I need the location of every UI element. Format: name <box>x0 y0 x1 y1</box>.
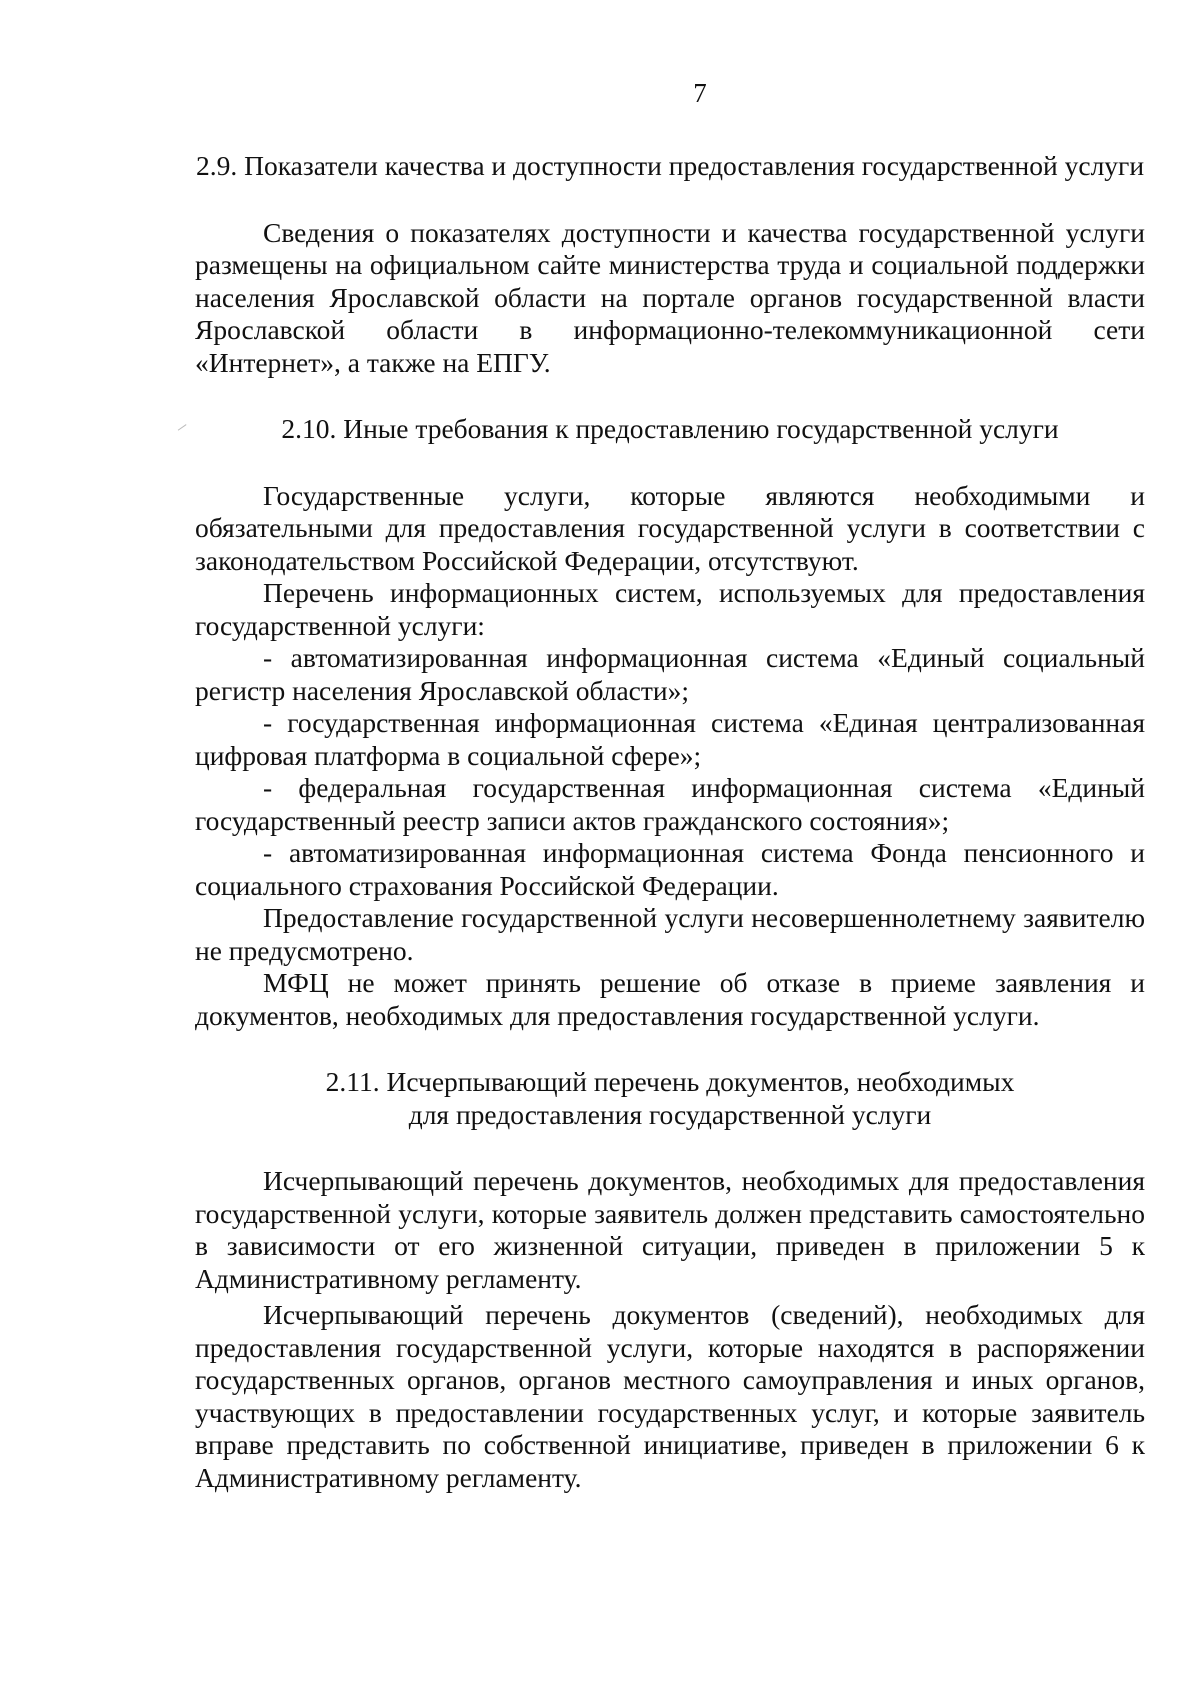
section-heading-2-10: 2.10. Иные требования к предоставлению государственной услуги <box>281 413 1059 444</box>
section-2-10-paragraph-2: Перечень информационных систем, используемых для предоставления государственной услуги: <box>195 577 1145 641</box>
information-system-item-1: - автоматизированная информационная система «Единый социальный регистр населения Ярославской области»; <box>195 642 1145 706</box>
section-2-9-paragraph: Сведения о показателях доступности и качества государственной услуги размещены на официальном сайте министерства труда и социальной поддержки населения Ярославской области на портале органов государственной власти Ярославской области в информационно-телекоммуникационной сети «Интернет», а также на ЕПГУ. <box>195 216 1145 378</box>
scan-mark <box>178 424 193 439</box>
section-heading-2-9: 2.9. Показатели качества и доступности предоставления государственной услуги <box>195 150 1145 181</box>
section-2-11-paragraph-2: Исчерпывающий перечень документов (сведений), необходимых для предоставления государственной услуги, которые находятся в распоряжении государственных органов, органов местного самоуправления и иных органов, участвующих в предоставлении государственных услуг, и которые заявитель вправе представить по собственной инициативе, приведен в приложении 6 к Административному регламенту. <box>195 1299 1145 1493</box>
section-2-11-paragraph-1: Исчерпывающий перечень документов, необходимых для предоставления государственной услуги, которые заявитель должен представить самостоятельно в зависимости от его жизненной ситуации, приведен в приложении 5 к Административному регламенту. <box>195 1165 1145 1294</box>
information-system-item-3: - федеральная государственная информационная система «Единый государственный реестр записи актов гражданского состояния»; <box>195 772 1145 836</box>
section-heading-2-11: 2.11. Исчерпывающий перечень документов, необходимых для предоставления государственной услуги <box>325 1066 1015 1130</box>
page-number: 7 <box>693 78 707 108</box>
section-2-10-paragraph-1: Государственные услуги, которые являются необходимыми и обязательными для предоставления государственной услуги в соответствии с законодательством Российской Федерации, отсутствуют. <box>195 479 1145 576</box>
document-body <box>195 150 1145 1494</box>
section-2-10-paragraph-4: МФЦ не может принять решение об отказе в приеме заявления и документов, необходимых для предоставления государственной услуги. <box>195 967 1145 1031</box>
information-system-item-2: - государственная информационная система «Единая централизованная цифровая платформа в социальной сфере»; <box>195 707 1145 771</box>
information-system-item-4: - автоматизированная информационная система Фонда пенсионного и социального страхования Российской Федерации. <box>195 837 1145 901</box>
section-2-10-paragraph-3: Предоставление государственной услуги несовершеннолетнему заявителю не предусмотрено. <box>195 902 1145 966</box>
